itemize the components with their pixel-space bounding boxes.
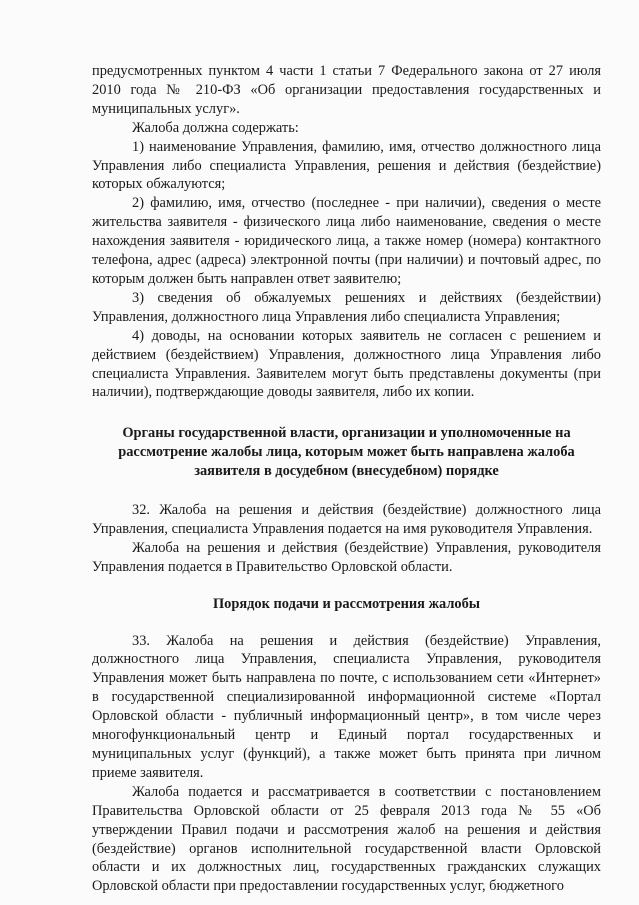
list-item-3: 3) сведения об обжалуемых решениях и действиях (бездействии) Управления, должностного лица Управления либо специалиста Управления; (92, 289, 601, 325)
paragraph-33: 33. Жалоба на решения и действия (бездействие) Управления, должностного лица Управления, специалиста Управления, руководителя Управления может быть направлена по почте, с использованием сети «Интернет» в государственной специализированной информационной системе «Портал Орловской области - публичный информационный центр», в том числе через многофункциональный центр и Единый портал государственных и муниципальных услуг (функций), а также может быть принята при личном приеме заявителя. (92, 632, 601, 781)
list-item-4: 4) доводы, на основании которых заявитель не согласен с решением и действием (бездействием) Управления, должностного лица Управления либо специалиста Управления. Заявителем могут быть представлены документы (при наличии), подтверждающие доводы заявителя, либо их копии. (92, 327, 601, 401)
paragraph-33-continued: Жалоба подается и рассматривается в соответствии с постановлением Правительства Орловской области от 25 февраля 2013 года № 55 «Об утверждении Правил подачи и рассмотрения жалоб на решения и действия (бездействие) органов исполнительной государственной власти Орловской области и их должностных лиц, государственных гражданских служащих Орловской области при предоставлении государственных услуг, бюджетного (92, 783, 601, 895)
section-heading-authorities: Органы государственной власти, организации и уполномоченные на рассмотрение жалобы лица, которым может быть направлена жалоба заявителя в досудебном (внесудебном) порядке (118, 425, 575, 480)
paragraph-32-continued: Жалоба на решения и действия (бездействие) Управления, руководителя Управления подается в Правительство Орловской области. (92, 539, 601, 575)
paragraph-continuation: предусмотренных пунктом 4 части 1 статьи 7 Федерального закона от 27 июля 2010 года № 210-ФЗ «Об организации предоставления государственных и муниципальных услуг». (92, 63, 601, 117)
section-heading-procedure: Порядок подачи и рассмотрения жалобы (212, 595, 481, 612)
list-item-2: 2) фамилию, имя, отчество (последнее - при наличии), сведения о месте жительства заявителя - физического лица либо наименование, сведения о месте нахождения заявителя - юридического лица, а также номер (номера) контактного телефона, адрес (адреса) электронной почты (при наличии) и почтовый адрес, по которым должен быть направлен ответ заявителю; (92, 195, 601, 287)
paragraph-32: 32. Жалоба на решения и действия (бездействие) должностного лица Управления, специалиста Управления подается на имя руководителя Управления. (92, 502, 601, 537)
document-body (92, 62, 601, 896)
paragraph-complaint-contents: Жалоба должна содержать: (132, 119, 299, 136)
list-item-1: 1) наименование Управления, фамилию, имя, отчество должностного лица Управления либо специалиста Управления, решения и действия (бездействие) которых обжалуются; (92, 138, 601, 193)
